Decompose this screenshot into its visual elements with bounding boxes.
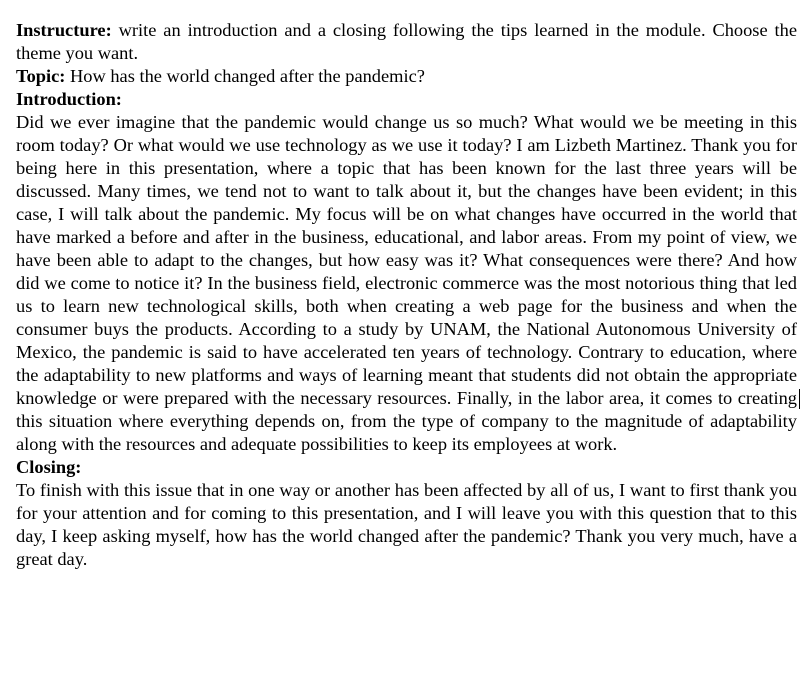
text-cursor	[799, 389, 800, 409]
introduction-heading: Introduction:	[16, 89, 122, 109]
instructure-line	[16, 19, 797, 65]
instructure-text: write an introduction and a closing following the tips learned in the module. Choose the theme you want.	[16, 20, 797, 63]
introduction-paragraph: Did we ever imagine that the pandemic would change us so much? What would we be meeting in this room today? Or what would we use technology as we use it today? I am Lizbeth Martinez. Thank you for being here in this presentation, where a topic that has been known for the last three years will be discussed. Many times, we tend not to want to talk about it, but the changes have been evident; in this case, I will talk about the pandemic. My focus will be on what changes have occurred in the world that have marked a before and after in the business, educational, and labor areas. From my point of view, we have been able to adapt to the changes, but how easy was it? What consequences were there? And how did we come to notice it? In the business field, electronic commerce was the most notorious thing that led us to learn new technological skills, both when creating a web page for the business and when the consumer buys the products. According to a study by UNAM, the National Autonomous University of Mexico, the pandemic is said to have accelerated ten years of technology. Contrary to education, where the adaptability to new platforms and ways of learning meant that students did not obtain the appropriate knowledge or were prepared with the necessary resources. Finally, in the labor area, it comes to creating this situation where everything depends on, from the type of company to the magnitude of adaptability along with the resources and adequate possibilities to keep its employees at work.	[16, 112, 797, 454]
instructure-label: Instructure:	[16, 20, 112, 40]
closing-paragraph: To finish with this issue that in one way or another has been affected by all of us, I want to first thank you for your attention and for coming to this presentation, and I will leave you with this question that to this day, I keep asking myself, how has the world changed after the pandemic? Thank you very much, have a great day.	[16, 480, 797, 569]
topic-text: How has the world changed after the pandemic?	[65, 66, 425, 86]
document-body[interactable]	[16, 19, 797, 571]
topic-line	[16, 65, 797, 88]
topic-label: Topic:	[16, 66, 66, 86]
closing-heading: Closing:	[16, 457, 82, 477]
